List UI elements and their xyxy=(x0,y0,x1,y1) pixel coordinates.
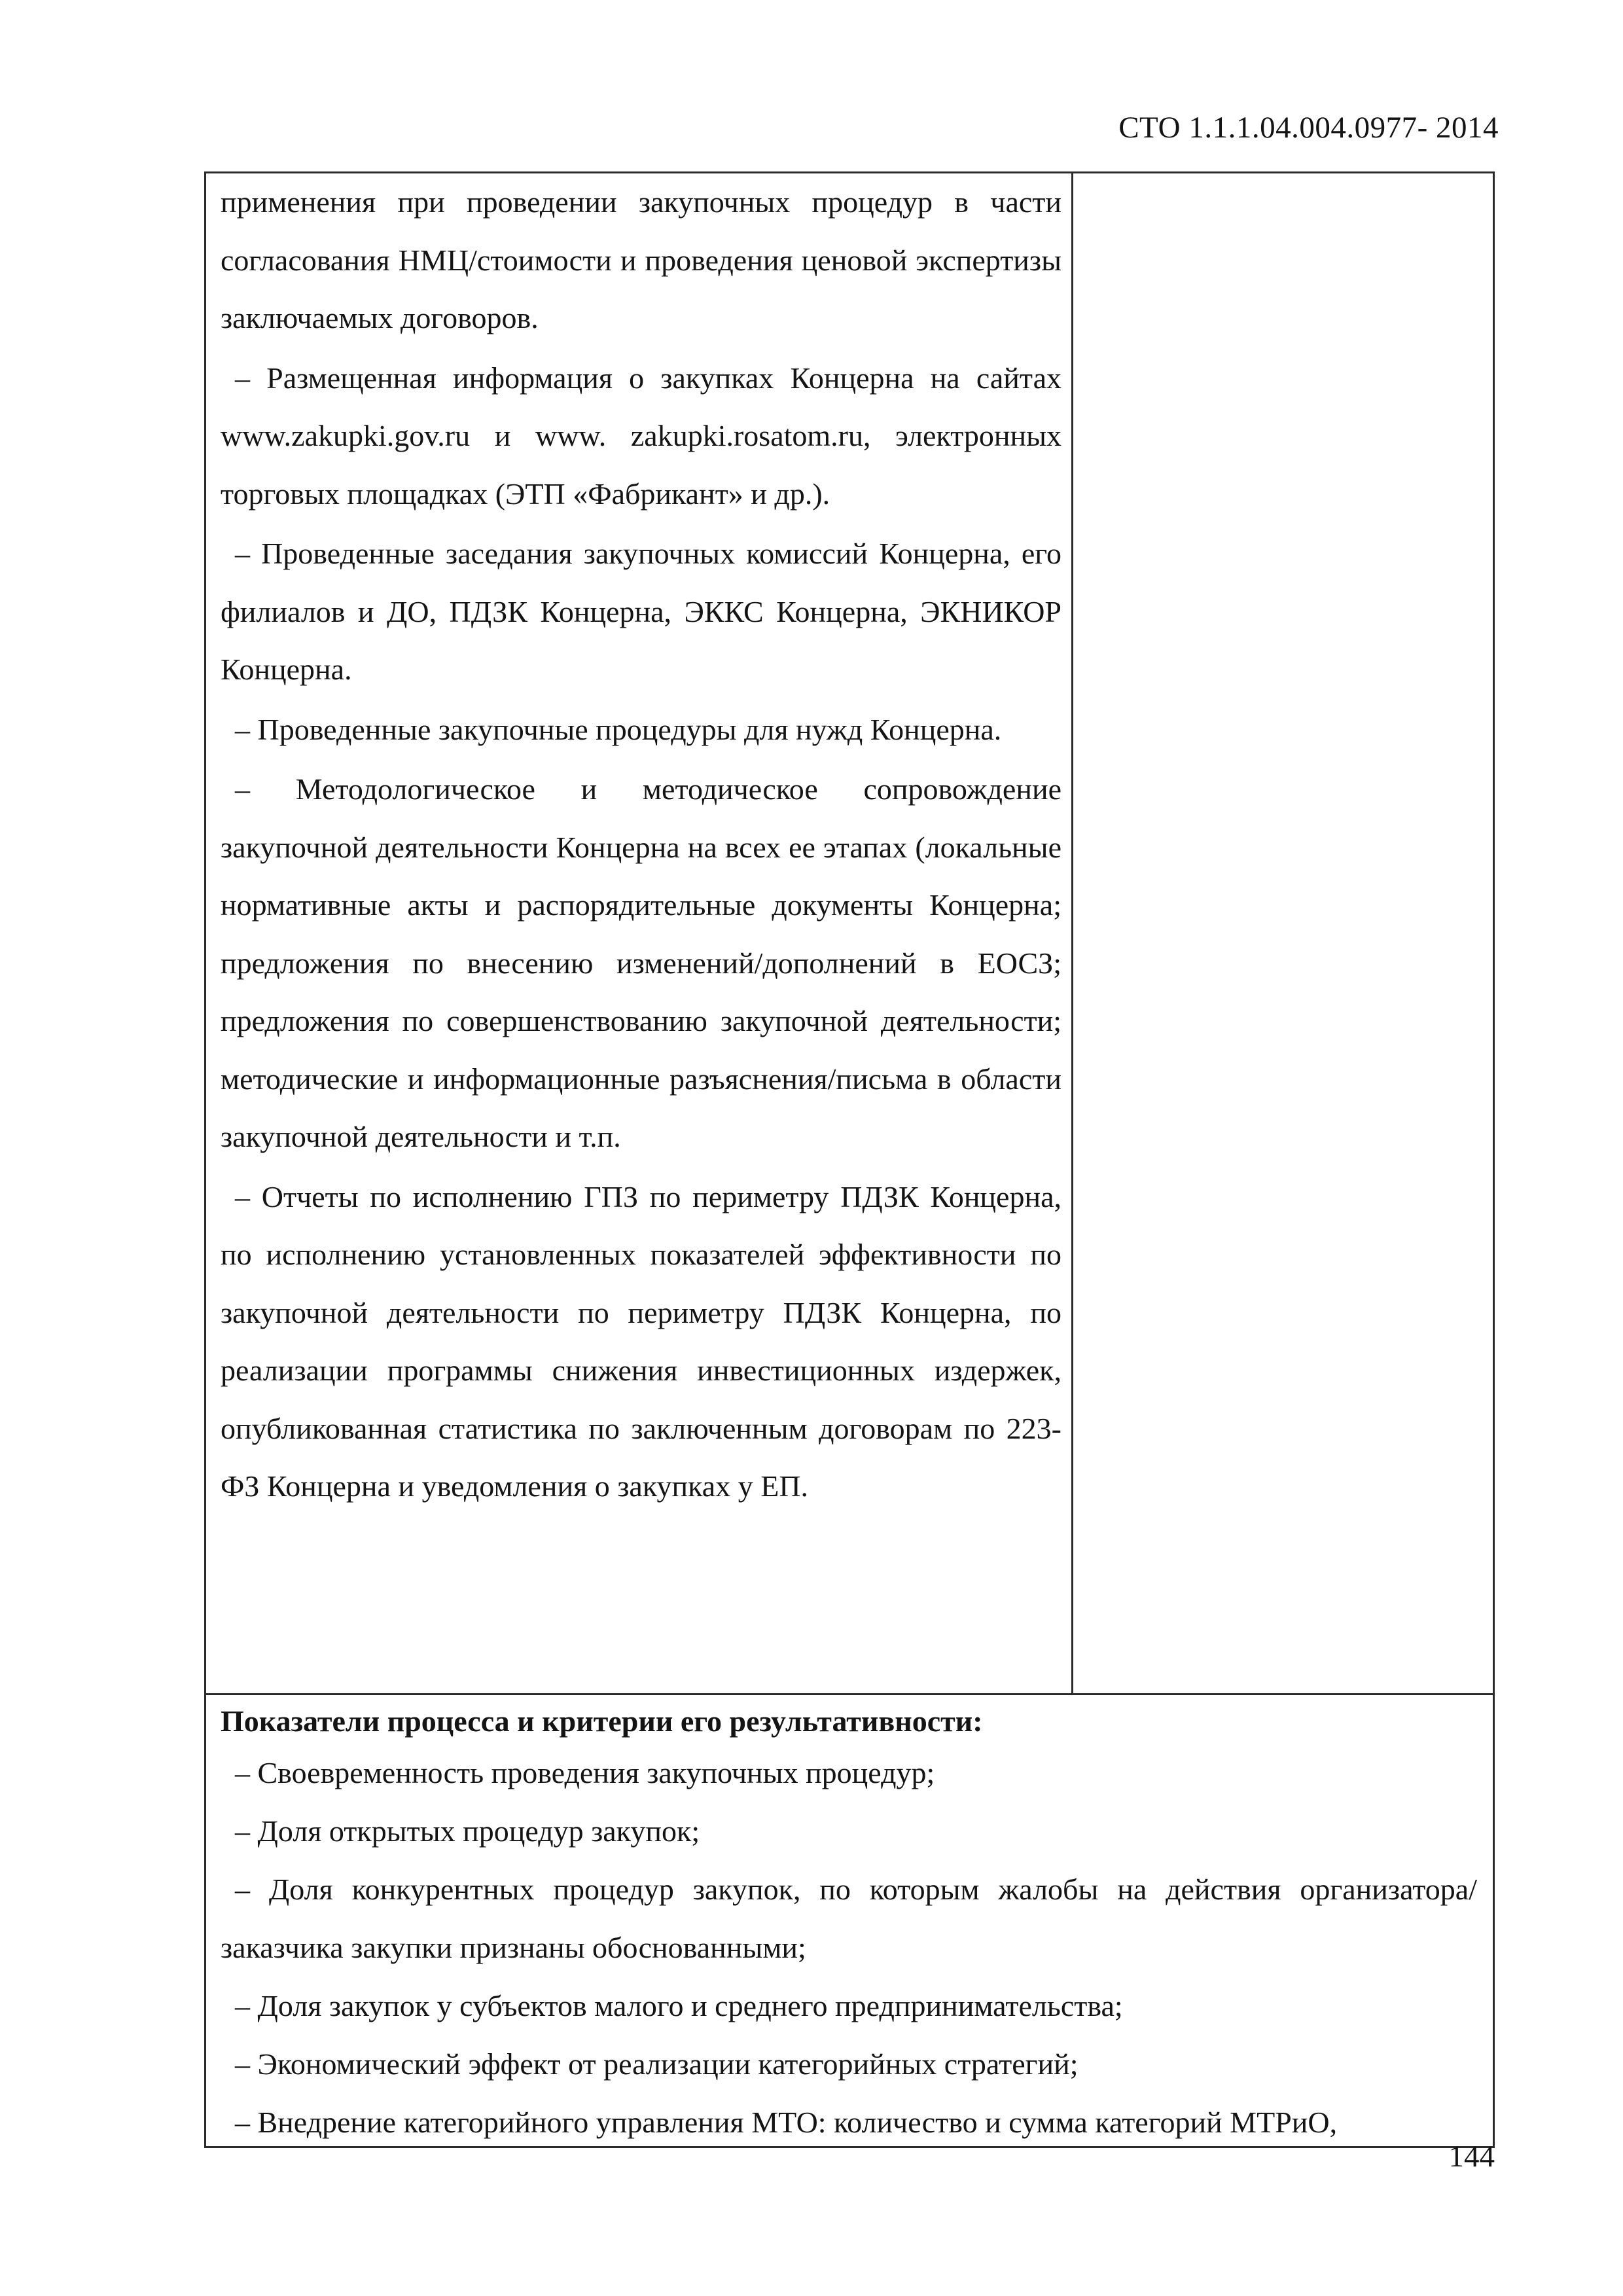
paragraph-reports: – Отчеты по исполнению ГПЗ по периметру ПДЗК Концерна, по исполнению установленных показателей эффективности по закупочной деятельности по периметру ПДЗК Концерна, по реализации программы снижения инвестиционных издержек, опубликованная статистика по заключенным договорам по 223-ФЗ Концерна и уведомления о закупках у ЕП. xyxy=(221,1179,1061,1503)
paragraph-methodological-support: – Методологическое и методическое сопровождение закупочной деятельности Концерна на всех ее этапах (локальные нормативные акты и распорядительные документы Концерна; предложения по внесению изменений/дополнений в ЕОСЗ; предложения по совершенствованию закупочной деятельности; методические и информационные разъяснения/письма в области закупочной деятельности и т.п. xyxy=(221,772,1061,1153)
document-code: СТО 1.1.1.04.004.0977- 2014 xyxy=(1118,111,1499,145)
criteria-item: – Доля открытых процедур закупок; xyxy=(235,1814,700,1848)
content-table xyxy=(204,171,1495,2148)
criteria-section xyxy=(221,1695,1477,2151)
criteria-item: – Экономический эффект от реализации категорийных стратегий; xyxy=(235,2047,1079,2081)
paragraph-commission-meetings: – Проведенные заседания закупочных комиссий Концерна, его филиалов и ДО, ПДЗК Концерна, ЭККС Концерна, ЭКНИКОР Концерна. xyxy=(221,537,1061,686)
column-divider xyxy=(1071,173,1073,1693)
table-row xyxy=(206,173,1493,1695)
paragraph-procurement-procedures: – Проведенные закупочные процедуры для нужд Концерна. xyxy=(235,712,1002,746)
criteria-item: – Внедрение категорийного управления МТО: количество и сумма категорий МТРиО, xyxy=(235,2106,1338,2139)
paragraph-published-info: – Размещенная информация о закупках Концерна на сайтах www.zakupki.gov.ru и www. zakupki.rosatom.ru, электронных торговых площадках (ЭТП «Фабрикант» и др.). xyxy=(221,361,1061,511)
criteria-item: – Доля конкурентных процедур закупок, по которым жалобы на действия организатора/заказчика закупки признаны обоснованными; xyxy=(221,1873,1477,1964)
criteria-item: – Своевременность проведения закупочных процедур; xyxy=(235,1756,935,1789)
paragraph-continuation: применения при проведении закупочных процедур в части согласования НМЦ/стоимости и проведения ценовой экспертизы заключаемых договоров. xyxy=(221,185,1061,334)
criteria-item: – Доля закупок у субъектов малого и среднего предпринимательства; xyxy=(235,1989,1123,2022)
left-cell xyxy=(221,173,1061,1516)
page-number: 144 xyxy=(1448,2140,1495,2174)
criteria-heading: Показатели процесса и критерии его результативности: xyxy=(221,1704,983,1738)
